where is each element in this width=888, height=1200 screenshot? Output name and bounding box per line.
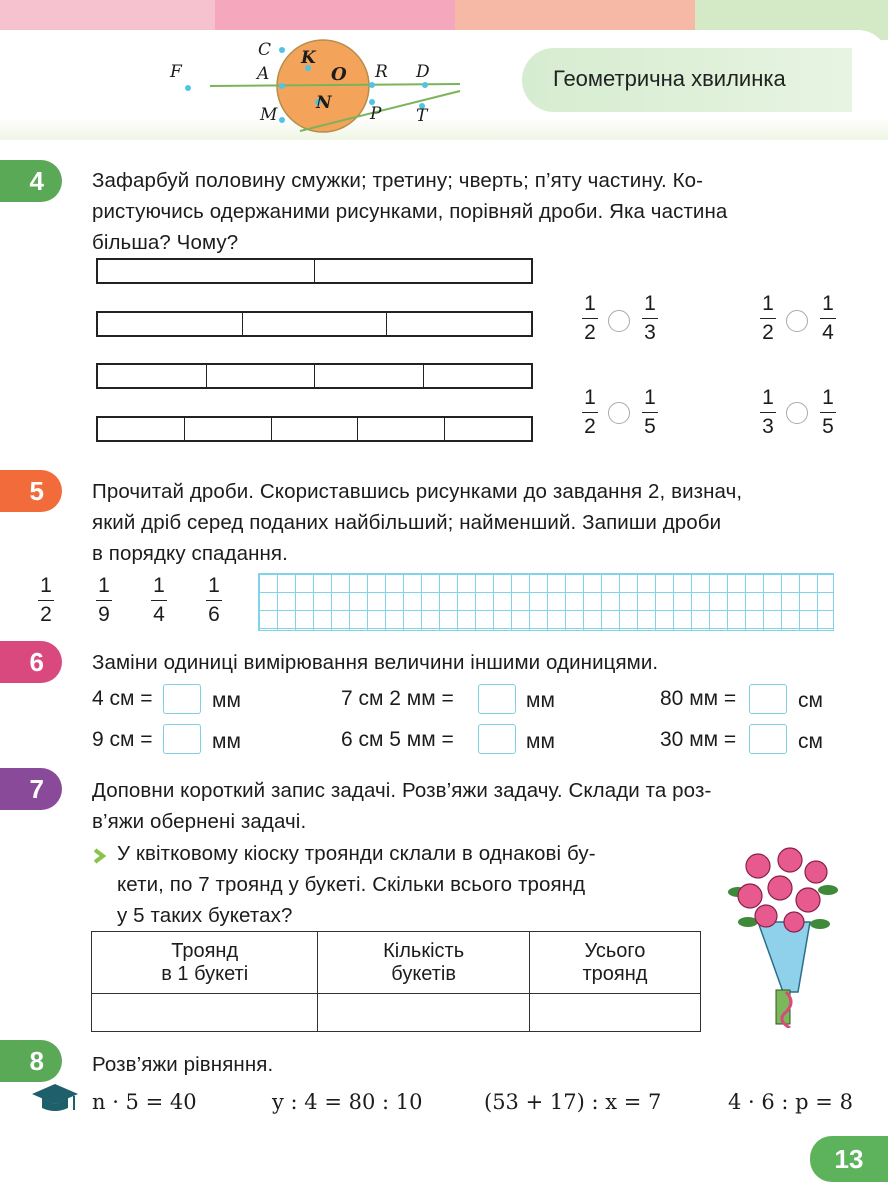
cmp2-b: 1 4 [820,292,836,345]
task7-line1: Доповни короткий запис задачі. Розв’яжи задачу. Склади та роз- [92,779,712,802]
cmp3-circle[interactable] [608,402,630,424]
cell-roses-per-bouquet[interactable] [92,994,318,1032]
cmp3-a: 1 2 [582,386,598,439]
header-roses-per-bouquet: Троянд в 1 букеті [92,932,318,994]
task4-line2: ристуючись одержаними рисунками, порівняй дроби. Яка частина [92,200,728,223]
label-d: D [416,62,430,82]
cmp3-b: 1 5 [642,386,658,439]
conv-2-input[interactable] [478,684,516,714]
cmp1-a: 1 2 [582,292,598,345]
task-number-8: 8 [0,1040,62,1082]
task4-line3: більша? Чому? [92,231,239,254]
task7-problem [117,838,596,931]
label-o: O [331,64,347,85]
label-n: N [316,93,332,113]
problem-line2: кети, по 7 троянд у букеті. Скільки всього троянд [117,873,586,896]
equation-1: n · 5 = 40 [92,1090,197,1114]
conv-4-input[interactable] [163,724,201,754]
equation-2: y : 4 = 80 : 10 [272,1090,423,1114]
equation-3: (53 + 17) : x = 7 [484,1090,662,1114]
problem-line1: У квітковому кіоску троянди склали в однакові бу- [117,842,596,865]
strip-thirds[interactable] [96,311,533,337]
conv-6-unit: см [798,730,823,753]
task5-line3: в порядку спадання. [92,542,288,565]
label-r: R [375,62,388,82]
task-number-7: 7 [0,768,62,810]
cell-bouquet-count[interactable] [318,994,529,1032]
cmp2-a: 1 2 [760,292,776,345]
fraction-1-2: 1 2 [38,574,54,627]
conv-1-unit: мм [212,689,241,712]
fraction-1-4: 1 4 [151,574,167,627]
cmp1-b: 1 3 [642,292,658,345]
conv-1-input[interactable] [163,684,201,714]
task-number-4: 4 [0,160,62,202]
task5-line1: Прочитай дроби. Скориставшись рисунками до завдання 2, визнач, [92,480,743,503]
label-f: F [170,62,182,82]
fraction-1-9: 1 9 [96,574,112,627]
cmp4-circle[interactable] [786,402,808,424]
strip-fifths[interactable] [96,416,533,442]
conv-4-left: 9 см = [92,728,153,751]
cmp1-circle[interactable] [608,310,630,332]
conv-3-input[interactable] [749,684,787,714]
geometry-figure [160,36,480,136]
cell-total-roses[interactable] [529,994,700,1032]
cmp4-a: 1 3 [760,386,776,439]
page-number: 13 [810,1136,888,1182]
conv-6-input[interactable] [749,724,787,754]
answer-grid[interactable] [258,573,834,631]
label-m: M [260,105,278,125]
conv-3-left: 80 мм = [660,687,737,710]
conv-5-left: 6 см 5 мм = [341,728,454,751]
header-total-roses: Усього троянд [529,932,700,994]
fraction-1-6: 1 6 [206,574,222,627]
conv-2-left: 7 см 2 мм = [341,687,454,710]
task8-text: Розв’яжи рівняння. [92,1053,274,1076]
cmp2-circle[interactable] [786,310,808,332]
conv-4-unit: мм [212,730,241,753]
task4-line1: Зафарбуй половину смужки; третину; чверть; п’яту частину. Ко- [92,169,704,192]
conv-1-left: 4 см = [92,687,153,710]
chevron-right-icon [92,848,108,864]
conv-3-unit: см [798,689,823,712]
label-p: P [370,104,382,124]
conv-6-left: 30 мм = [660,728,737,751]
problem-line3: у 5 таких букетах? [117,904,293,927]
conv-5-unit: мм [526,730,555,753]
task7-text [92,775,711,837]
label-t: T [416,106,428,126]
label-a: A [257,64,270,84]
short-record-table [91,931,701,1032]
task5-text [92,476,742,569]
conv-5-input[interactable] [478,724,516,754]
strip-halves[interactable] [96,258,533,284]
rose-bouquet-illustration [728,842,840,1028]
cmp4-b: 1 5 [820,386,836,439]
label-c: C [258,40,272,60]
task-number-5: 5 [0,470,62,512]
task5-line2: який дріб серед поданих найбільший; найменший. Запиши дроби [92,511,722,534]
label-k: K [301,48,316,68]
strip-quarters[interactable] [96,363,533,389]
graduation-cap-icon [30,1080,80,1114]
task-number-6: 6 [0,641,62,683]
section-title: Геометрична хвилинка [553,66,786,91]
equation-4: 4 · 6 : p = 8 [728,1090,853,1114]
task4-text [92,165,727,258]
conv-2-unit: мм [526,689,555,712]
task6-text: Заміни одиниці вимірювання величини іншими одиницями. [92,651,659,674]
task7-line2: в’яжи обернені задачі. [92,810,307,833]
header-bouquet-count: Кількість букетів [318,932,529,994]
